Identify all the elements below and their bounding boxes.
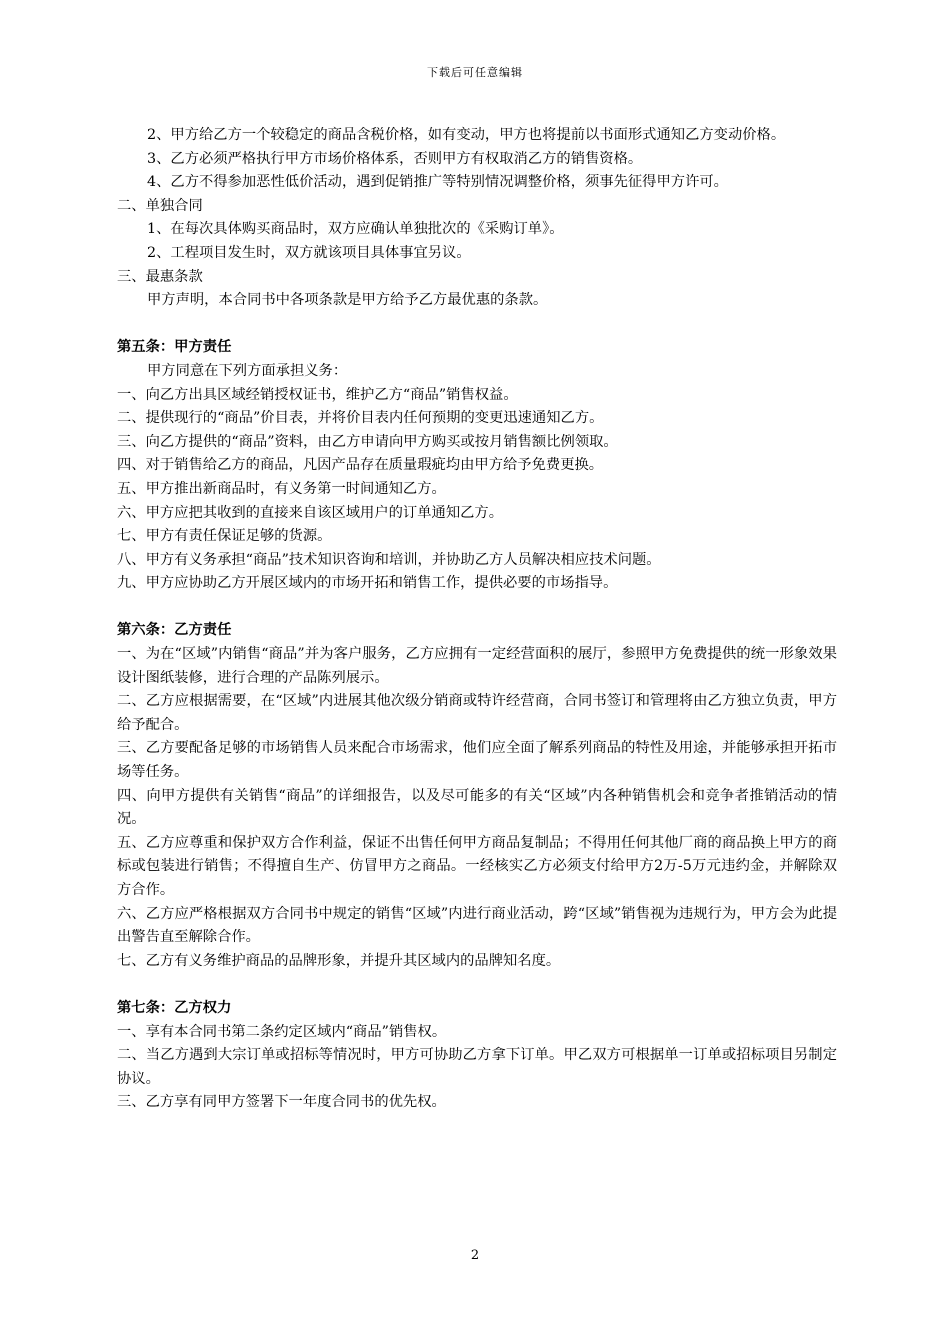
paragraph: 一、向乙方出具区域经销授权证书，维护乙方“商品”销售权益。 [117,386,518,403]
paragraph: 一、享有本合同书第二条约定区域内“商品”销售权。 [117,1023,447,1040]
paragraph: 三、乙方享有同甲方签署下一年度合同书的优先权。 [117,1094,446,1111]
section-heading: 第五条：甲方责任 [117,339,232,356]
paragraph: 3、乙方必须严格执行甲方市场价格体系，否则甲方有权取消乙方的销售资格。 [147,150,643,167]
paragraph: 2、甲方给乙方一个较稳定的商品含税价格，如有变动，甲方也将提前以书面形式通知乙方变动价格。 [147,127,786,143]
page-header: 下载后可任意编辑 [427,66,523,79]
paragraph: 九、甲方应协助乙方开展区域内的市场开拓和销售工作，提供必要的市场指导。 [117,575,618,592]
paragraph: 甲方声明，本合同书中各项条款是甲方给予乙方最优惠的条款。 [147,292,548,309]
paragraph: 四、对于销售给乙方的商品，凡因产品存在质量瑕疵均由甲方给予免费更换。 [117,457,604,474]
paragraph: 三、乙方要配备足够的市场销售人员来配合市场需求，他们应全面了解系列商品的特性及用途，并能够承担开拓市场等任务。 [117,740,837,781]
paragraph: 三、向乙方提供的“商品”资料，由乙方申请向甲方购买或按月销售额比例领取。 [117,433,618,450]
paragraph: 三、最惠条款 [117,268,203,285]
paragraph: 4、乙方不得参加恶性低价活动，遇到促销推广等特别情况调整价格，须事先征得甲方许可。 [147,174,728,191]
paragraph: 六、乙方应严格根据双方合同书中规定的销售“区域”内进行商业活动，跨“区域”销售视为违规行为，甲方会为此提出警告直至解除合作。 [117,905,837,946]
paragraph: 一、为在“区域”内销售“商品”并为客户服务，乙方应拥有一定经营面积的展厅，参照甲方免费提供的统一形象效果设计图纸装修，进行合理的产品陈列展示。 [117,646,837,686]
section-heading: 第六条：乙方责任 [117,622,232,639]
paragraph: 二、单独合同 [117,197,203,214]
page-number: 2 [470,1248,480,1263]
paragraph: 五、甲方推出新商品时，有义务第一时间通知乙方。 [117,480,446,497]
paragraph: 二、乙方应根据需要，在“区域”内进展其他次级分销商或特许经营商，合同书签订和管理将由乙方独立负责，甲方给予配合。 [117,693,837,733]
paragraph: 五、乙方应尊重和保护双方合作利益，保证不出售任何甲方商品复制品；不得用任何其他厂商的商品换上甲方的商标或包装进行销售；不得擅自生产、仿冒甲方之商品。一经核实乙方必须支付给甲方2万-5万元违约金，并解除双方合作。 [117,834,837,898]
section-heading: 第七条：乙方权力 [117,999,232,1016]
paragraph: 四、向甲方提供有关销售“商品”的详细报告，以及尽可能多的有关“区域”内各种销售机会和竞争者推销活动的情况。 [117,787,837,828]
paragraph: 1、在每次具体购买商品时，双方应确认单独批次的《采购订单》。 [147,221,564,238]
paragraph: 2、工程项目发生时，双方就该项目具体事宜另议。 [147,244,471,261]
paragraph: 七、甲方有责任保证足够的货源。 [117,528,332,545]
paragraph: 二、当乙方遇到大宗订单或招标等情况时，甲方可协助乙方拿下订单。甲乙双方可根据单一订单或招标项目另制定协议。 [117,1047,837,1087]
paragraph: 二、提供现行的“商品”价目表，并将价目表内任何预期的变更迅速通知乙方。 [117,410,604,427]
document-body [117,124,837,1115]
paragraph: 七、乙方有义务维护商品的品牌形象，并提升其区域内的品牌知名度。 [117,952,561,969]
paragraph: 六、甲方应把其收到的直接来自该区域用户的订单通知乙方。 [117,504,504,521]
paragraph: 八、甲方有义务承担“商品”技术知识咨询和培训，并协助乙方人员解决相应技术问题。 [117,551,661,568]
paragraph: 甲方同意在下列方面承担义务： [147,362,348,379]
